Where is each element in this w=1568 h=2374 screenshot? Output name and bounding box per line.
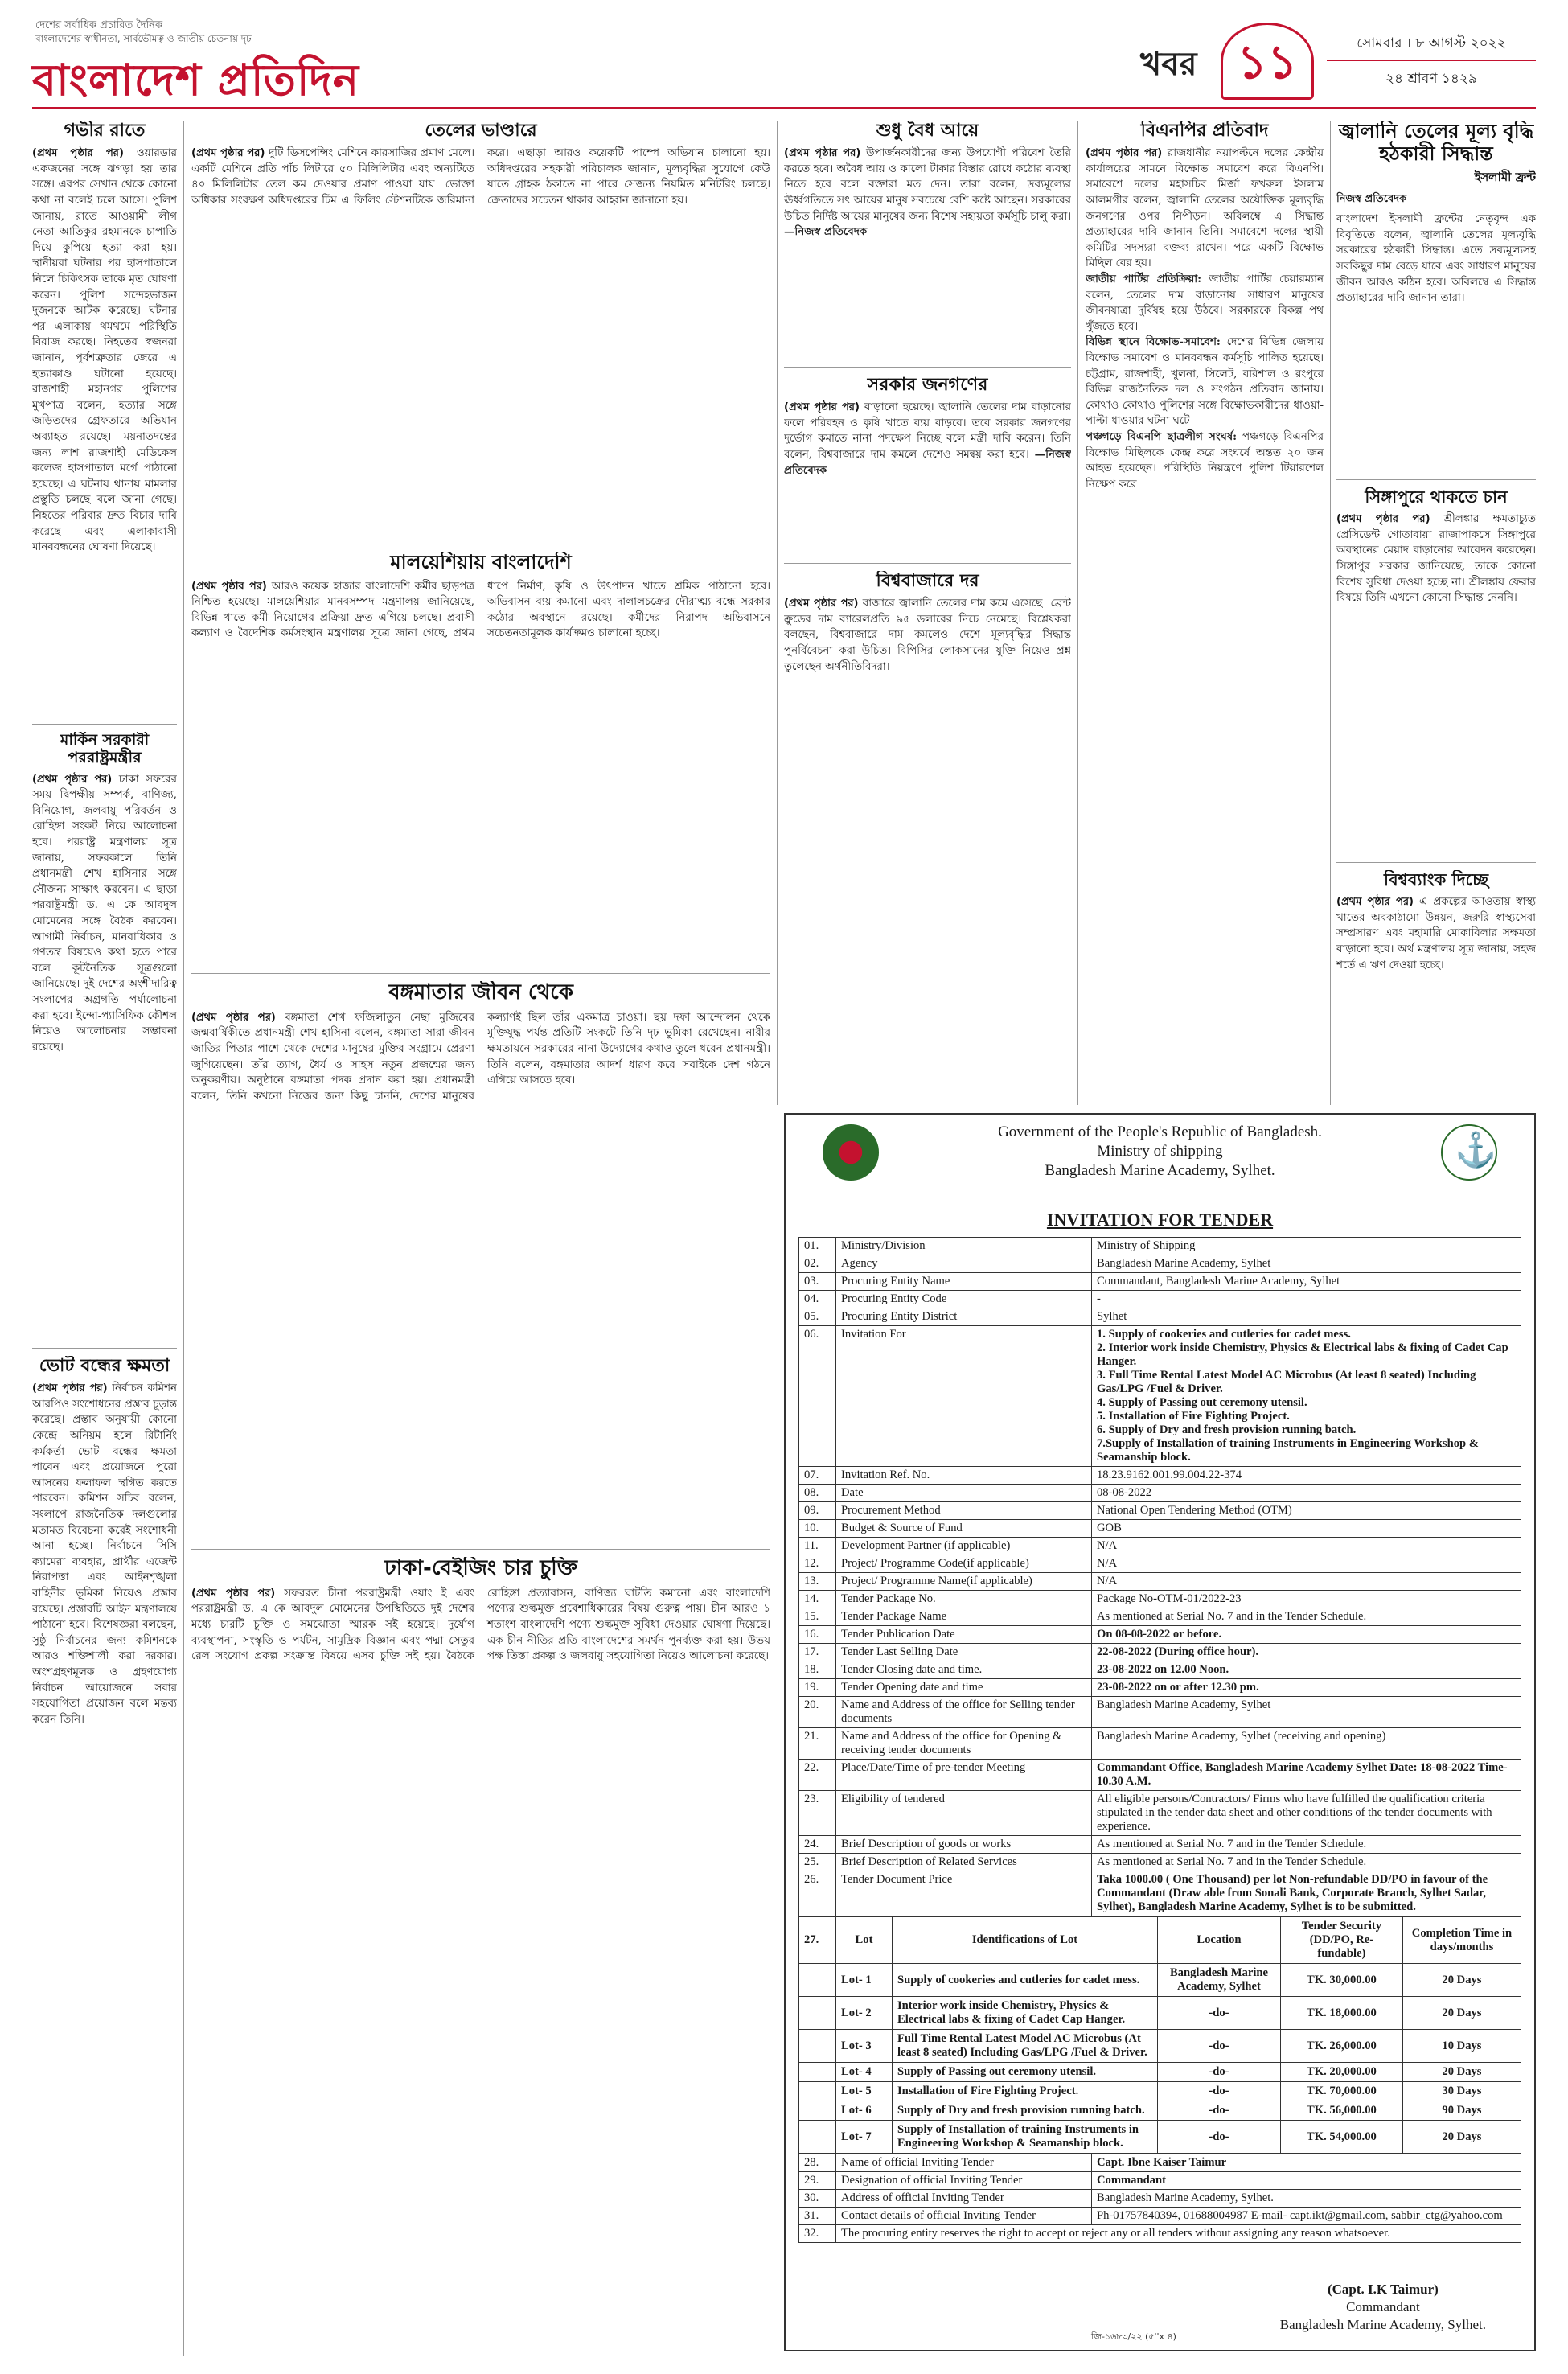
row-value: - xyxy=(1092,1291,1521,1308)
kicker: ইসলামী ফ্রন্ট xyxy=(1474,170,1536,185)
page-number: ১১ xyxy=(1221,23,1314,100)
article-body: শ্রীলঙ্কার ক্ষমতাচ্যুত প্রেসিডেন্ট গোতাবায়া রাজাপাকসে সিঙ্গাপুরে অবস্থানের মেয়াদ বাড়ানোর আবেদন করেছেন। সিঙ্গাপুর সরকার জানিয়েছে, তাকে কোনো বিশেষ সুবিধা দেওয়া হচ্ছে না। শ্রীলঙ্কায় ফেরার বিষয়ে তিনি এখনো কোনো সিদ্ধান্ত নেননি। xyxy=(1336,513,1536,605)
row-number: 02. xyxy=(799,1255,836,1273)
row-number: 09. xyxy=(799,1502,836,1520)
row-number: 18. xyxy=(799,1661,836,1679)
headline: সরকার জনগণের xyxy=(867,375,988,395)
table-row xyxy=(799,1728,1521,1760)
row-label: Development Partner (if applicable) xyxy=(836,1538,1092,1555)
row-label: Tender Last Selling Date xyxy=(836,1644,1092,1661)
column-rule xyxy=(1077,121,1078,1105)
row-value: As mentioned at Serial No. 7 and in the Tender Schedule. xyxy=(1092,1854,1521,1871)
table-row xyxy=(799,1538,1521,1555)
row-label: Procuring Entity Code xyxy=(836,1291,1092,1308)
lot-description: Installation of Fire Fighting Project. xyxy=(893,2082,1158,2101)
lot-completion: 20 Days xyxy=(1402,2121,1521,2154)
article-vote-bondher xyxy=(32,1356,177,2353)
lots-header-row xyxy=(799,1917,1521,1964)
invitation-items xyxy=(1092,1326,1521,1467)
signature-block xyxy=(1280,2281,1486,2334)
article-body: নির্বাচন কমিশন আরপিও সংশোধনের প্রস্তাব চূড়ান্ত করেছে। প্রস্তাব অনুযায়ী কোনো কেন্দ্রে অনিয়ম হলে রিটার্নিং কর্মকর্তা ভোট বন্ধের ক্ষমতা পাবেন এবং প্রয়োজনে পুরো আসনের ফলাফল স্থগিত করতে পারবেন। কমিশন সচিব বলেন, সংলাপে রাজনৈতিক দলগুলোর মতামত বিবেচনা করেই সংশোধনী আনা হচ্ছে। নির্বাচনে সিসি ক্যামেরা ব্যবহার, প্রার্থীর এজেন্ট নিরাপত্তা এবং আইনশৃঙ্খলা বাহিনীর ভূমিকা নিয়েও প্রস্তাব রয়েছে। প্রস্তাবটি আইন মন্ত্রণালয়ে পাঠানো হবে। বিশেষজ্ঞরা বলছেন, সুষ্ঠু নির্বাচনের জন্য কমিশনকে আরও শক্তিশালী করা দরকার। অংশগ্রহণমূলক ও গ্রহণযোগ্য নির্বাচন আয়োজনে সবার সহযোগিতা প্রয়োজন বলে মন্তব্য করেন তিনি। xyxy=(32,1382,177,1726)
row-spacer xyxy=(799,2121,836,2154)
article-body: বাংলাদেশ ইসলামী ফ্রন্টের নেতৃবৃন্দ এক বিবৃতিতে বলেন, জ্বালানি তেলের মূল্যবৃদ্ধি সরকারের হঠকারী সিদ্ধান্ত। এতে দ্রব্যমূল্যসহ সবকিছুর দাম বেড়ে যাবে এবং সাধারণ মানুষের জীবন আরও কঠিন হবে। অবিলম্বে এ সিদ্ধান্ত প্রত্যাহারের দাবি জানান তারা। xyxy=(1336,213,1536,305)
row-label: Agency xyxy=(836,1255,1092,1273)
tender-header xyxy=(798,1123,1521,1203)
column-header: Completion Time in days/months xyxy=(1402,1917,1521,1964)
government-emblem-icon xyxy=(823,1124,879,1181)
continuation-label: (প্রথম পৃষ্ঠার পর) xyxy=(1336,896,1414,909)
row-number: 22. xyxy=(799,1760,836,1791)
article-divider xyxy=(32,1348,177,1349)
brand-subtagline: বাংলাদেশের স্বাধীনতা, সার্বভৌমত্ব ও জাতীয় চেতনায় দৃঢ় xyxy=(35,33,252,44)
headline: বঙ্গমাতার জীবন থেকে xyxy=(388,981,573,1004)
article-bnp xyxy=(1086,121,1324,1105)
lot-completion: 10 Days xyxy=(1402,2030,1521,2063)
table-row xyxy=(799,1573,1521,1591)
article-markin xyxy=(32,732,177,1343)
table-row xyxy=(799,2154,1521,2172)
row-label: Brief Description of goods or works xyxy=(836,1836,1092,1854)
table-row xyxy=(799,1520,1521,1538)
article-singapore xyxy=(1336,487,1536,857)
table-row xyxy=(799,1502,1521,1520)
subhead: জাতীয় পার্টির প্রতিক্রিয়া: xyxy=(1086,273,1202,286)
lot-location: -do- xyxy=(1158,2063,1281,2082)
signatory-org: Bangladesh Marine Academy, Sylhet. xyxy=(1279,2317,1486,2332)
lot-description: Supply of cookeries and cutleries for cadet mess. xyxy=(893,1964,1158,1997)
article-body: জাতীয় পার্টির চেয়ারম্যান বলেন, তেলের দাম বাড়ানোয় সাধারণ মানুষের জীবনযাত্রা দুর্বিষহ হয়ে উঠবে। সরকারকে বিকল্প পথ খুঁজতে হবে। xyxy=(1086,273,1324,333)
lot-row xyxy=(799,2121,1521,2154)
article-body: রাজধানীর নয়াপল্টনে দলের কেন্দ্রীয় কার্যালয়ের সামনে বিক্ষোভ সমাবেশ করে বিএনপি। সমাবেশে দলের মহাসচিব মির্জা ফখরুল ইসলাম আলমগীর বলেন, জ্বালানি তেলের অযৌক্তিক মূল্যবৃদ্ধি জনগণের ওপর নিপীড়ন। অবিলম্বে এ সিদ্ধান্ত প্রত্যাহারের দাবি জানান তিনি। সমাবেশে দলের স্থায়ী কমিটির সদস্যরা বক্তব্য রাখেন। পরে একটি বিক্ষোভ মিছিল বের হয়। xyxy=(1086,147,1324,270)
article-body: এ প্রকল্পের আওতায় স্বাস্থ্য খাতের অবকাঠামো উন্নয়ন, জরুরি স্বাস্থ্যসেবা সম্প্রসারণ এবং মহামারি মোকাবিলার সক্ষমতা বাড়ানো হবে। অর্থ মন্ত্রণালয় সূত্র জানায়, সহজ শর্তে এ ঋণ দেওয়া হচ্ছে। xyxy=(1336,896,1536,971)
row-number: 27. xyxy=(799,1917,836,1964)
lot-location: -do- xyxy=(1158,1997,1281,2030)
date-bangla: ২৪ শ্রাবণ ১৪২৯ xyxy=(1385,71,1478,87)
table-row xyxy=(799,1760,1521,1791)
date-box xyxy=(1327,26,1536,97)
table-row xyxy=(799,1273,1521,1291)
lot-row xyxy=(799,1997,1521,2030)
row-label: Brief Description of Related Services xyxy=(836,1854,1092,1871)
row-label: Tender Document Price xyxy=(836,1871,1092,1916)
lot-security: TK. 18,000.00 xyxy=(1280,1997,1402,2030)
lot-description: Supply of Dry and fresh provision running batch. xyxy=(893,2101,1158,2121)
article-shudhu-boidho xyxy=(784,121,1071,362)
continuation-label: (প্রথম পৃষ্ঠার পর) xyxy=(1086,147,1163,160)
article-body: পঞ্চগড়ে বিএনপির বিক্ষোভ মিছিলকে কেন্দ্র করে সংঘর্ষে অন্তত ২০ জন আহত হয়েছেন। পরিস্থিতি নিয়ন্ত্রণে পুলিশ টিয়ারশেল নিক্ষেপ করে। xyxy=(1086,430,1324,491)
row-value: On 08-08-2022 or before. xyxy=(1092,1626,1521,1644)
article-body: আরও কয়েক হাজার বাংলাদেশি কর্মীর ছাড়পত্র নিশ্চিত হয়েছে। মালয়েশিয়ার মানবসম্পদ মন্ত্রণালয় জানিয়েছে, বিভিন্ন খাতে কর্মী নিয়োগের প্রক্রিয়া দ্রুত এগিয়ে চলছে। প্রবাসী কল্যাণ ও বৈদেশিক কর্মসংস্থান মন্ত্রণালয় সূত্রে জানা গেছে, প্রথম ধাপে নির্মাণ, কৃষি ও উৎপাদন খাতে শ্রমিক পাঠানো হবে। অভিবাসন ব্যয় কমানো এবং দালালচক্রের দৌরাত্ম্য বন্ধে সরকার কঠোর অবস্থানে রয়েছে। কর্মীদের নিরাপদ অভিবাসনে সচেতনতামূলক কার্যক্রমও চালানো হচ্ছে। xyxy=(191,580,770,640)
row-value: Commandant, Bangladesh Marine Academy, Sylhet xyxy=(1092,1273,1521,1291)
article-divider xyxy=(32,724,177,725)
signatory-name: (Capt. I.K Taimur) xyxy=(1327,2282,1439,2297)
headline: সিঙ্গাপুরে থাকতে চান xyxy=(1365,487,1508,507)
article-malaysia xyxy=(191,552,770,970)
lot-row xyxy=(799,2030,1521,2063)
row-number: 24. xyxy=(799,1836,836,1854)
row-value: As mentioned at Serial No. 7 and in the Tender Schedule. xyxy=(1092,1608,1521,1626)
row-number: 13. xyxy=(799,1573,836,1591)
table-row xyxy=(799,2190,1521,2208)
lot-location: Bangladesh Marine Academy, Sylhet xyxy=(1158,1964,1281,1997)
lot-location: -do- xyxy=(1158,2030,1281,2063)
continuation-label: (প্রথম পৃষ্ঠার পর) xyxy=(191,580,267,593)
lot-security: TK. 70,000.00 xyxy=(1280,2082,1402,2101)
row-number: 08. xyxy=(799,1485,836,1502)
masthead xyxy=(32,14,1536,109)
row-number: 05. xyxy=(799,1308,836,1326)
invitation-item: 3. Full Time Rental Latest Model AC Microbus (At least 8 seated) Including Gas/LPG /Fuel & Driver. xyxy=(1097,1369,1476,1395)
lot-completion: 30 Days xyxy=(1402,2082,1521,2101)
lot-number: Lot- 2 xyxy=(836,1997,893,2030)
ad-code: জি-১৬৮৩/২২ (৫''x ৪) xyxy=(1091,2331,1176,2342)
credit: —নিজস্ব প্রতিবেদক xyxy=(784,225,868,239)
article-sarkar-janaganer xyxy=(784,375,1071,536)
lot-security: TK. 20,000.00 xyxy=(1280,2063,1402,2082)
row-number: 23. xyxy=(799,1791,836,1836)
lot-location: -do- xyxy=(1158,2101,1281,2121)
table-row xyxy=(799,1791,1521,1836)
article-divider xyxy=(191,973,770,974)
lot-security: TK. 54,000.00 xyxy=(1280,2121,1402,2154)
row-label: Invitation For xyxy=(836,1326,1092,1467)
column-header: Identifications of Lot xyxy=(893,1917,1158,1964)
row-value: N/A xyxy=(1092,1538,1521,1555)
continuation-label: (প্রথম পৃষ্ঠার পর) xyxy=(32,147,124,160)
table-row xyxy=(799,1644,1521,1661)
continuation-label: (প্রথম পৃষ্ঠার পর) xyxy=(32,1382,108,1395)
table-row xyxy=(799,1238,1521,1255)
row-value: Ph-01757840394, 01688004987 E-mail- capt.ikt@gmail.com, sabbir_ctg@yahoo.com xyxy=(1092,2208,1521,2225)
headline: গভীর রাতে xyxy=(64,121,146,141)
tender-title: INVITATION FOR TENDER xyxy=(1046,1210,1274,1230)
byline: নিজস্ব প্রতিবেদক xyxy=(1336,193,1407,206)
row-value: 23-08-2022 on 12.00 Noon. xyxy=(1092,1661,1521,1679)
row-value: Commandant xyxy=(1092,2172,1521,2190)
article-body: সফররত চীনা পররাষ্ট্রমন্ত্রী ওয়াং ই এবং পররাষ্ট্রমন্ত্রী ড. এ কে আবদুল মোমেনের উপস্থিতিতে দুই দেশের মধ্যে চারটি চুক্তি ও সমঝোতা স্মারক সই হয়েছে। দুর্যোগ ব্যবস্থাপনা, সংস্কৃতি ও পর্যটন, সামুদ্রিক বিজ্ঞান এবং পদ্মা সেতুর রেল সংযোগ প্রকল্প সংক্রান্ত বিষয়ে এসব চুক্তি সই হয়। বৈঠকে রোহিঙ্গা প্রত্যাবাসন, বাণিজ্য ঘাটতি কমানো এবং বাংলাদেশি পণ্যের শুল্কমুক্ত প্রবেশাধিকারের বিষয় গুরুত্ব পায়। চীন আরও ১ শতাংশ বাংলাদেশি পণ্যে শুল্কমুক্ত সুবিধা দেওয়ার ঘোষণা দিয়েছে। এক চীন নীতির প্রতি বাংলাদেশের সমর্থন পুনর্ব্যক্ত করা হয়। উভয় পক্ষ তিস্তা প্রকল্প ও জলবায়ু সহযোগিতা নিয়েও আলোচনা করেছে। xyxy=(191,1587,770,1663)
continuation-label: (প্রথম পৃষ্ঠার পর) xyxy=(1336,513,1430,526)
table-row xyxy=(799,1326,1521,1467)
lot-row xyxy=(799,1964,1521,1997)
row-number: 03. xyxy=(799,1273,836,1291)
headline: ভোট বন্ধের ক্ষমতা xyxy=(39,1356,170,1376)
row-value: 18.23.9162.001.99.004.22-374 xyxy=(1092,1467,1521,1485)
subhead: পঞ্চগড়ে বিএনপি ছাত্রলীগ সংঘর্ষ: xyxy=(1086,429,1238,443)
row-label: Eligibility of tendered xyxy=(836,1791,1092,1836)
row-value: Taka 1000.00 ( One Thousand) per lot Non-refundable DD/PO in favour of the Commandant (Draw able from Sonali Bank, Corporate Branch, Sylhet Sadar, Sylhet), Bangladesh Marine Academy, Sylhet is to be submitted. xyxy=(1092,1871,1521,1916)
row-value: N/A xyxy=(1092,1555,1521,1573)
lot-description: Supply of Passing out ceremony utensil. xyxy=(893,2063,1158,2082)
headline: মালয়েশিয়ায় বাংলাদেশি xyxy=(390,552,572,573)
headline: বিশ্বব্যাংক দিচ্ছে xyxy=(1384,870,1488,889)
row-label: Name and Address of the office for Selling tender documents xyxy=(836,1697,1092,1728)
column-rule xyxy=(1330,121,1331,1105)
table-row xyxy=(799,1661,1521,1679)
row-label: Tender Publication Date xyxy=(836,1626,1092,1644)
column-header: Tender Security (DD/PO, Re-fundable) xyxy=(1280,1917,1402,1964)
continuation-label: (প্রথম পৃষ্ঠার পর) xyxy=(191,147,265,160)
lot-security: TK. 56,000.00 xyxy=(1280,2101,1402,2121)
table-row xyxy=(799,1591,1521,1608)
table-row xyxy=(799,1291,1521,1308)
headline: মার্কিন সরকারী পররাষ্ট্রমন্ত্রীর xyxy=(60,732,150,766)
lot-security: TK. 30,000.00 xyxy=(1280,1964,1402,1997)
lot-number: Lot- 1 xyxy=(836,1964,893,1997)
lot-security: TK. 26,000.00 xyxy=(1280,2030,1402,2063)
invitation-item: 7.Supply of Installation of training Instruments in Engineering Workshop & Seamanship block. xyxy=(1097,1437,1479,1464)
lot-number: Lot- 5 xyxy=(836,2082,893,2101)
section-name: খবর xyxy=(1140,46,1197,83)
table-row xyxy=(799,1467,1521,1485)
row-value: As mentioned at Serial No. 7 and in the Tender Schedule. xyxy=(1092,1836,1521,1854)
article-body: বঙ্গমাতা শেখ ফজিলাতুন নেছা মুজিবের জন্মবার্ষিকীতে প্রধানমন্ত্রী শেখ হাসিনা বলেন, বঙ্গমাতা সারা জীবন জাতির পিতার পাশে থেকে দেশের মানুষের মুক্তির সংগ্রামে প্রেরণা জুগিয়েছেন। তাঁর ত্যাগ, ধৈর্য ও সাহস নতুন প্রজন্মের জন্য অনুকরণীয়। অনুষ্ঠানে বঙ্গমাতা পদক প্রদান করা হয়। প্রধানমন্ত্রী বলেন, তিনি কখনো নিজের জন্য কিছু চাননি, দেশের মানুষের কল্যাণই ছিল তাঁর একমাত্র চাওয়া। ছয় দফা আন্দোলন থেকে মুক্তিযুদ্ধ পর্যন্ত প্রতিটি সংকটে তিনি দৃঢ় ভূমিকা রেখেছেন। নারীর ক্ষমতায়নে সরকারের নানা উদ্যোগের কথাও তুলে ধরেন প্রধানমন্ত্রী। তিনি বলেন, বঙ্গমাতার আদর্শ ধারণ করে সবাইকে দেশ গঠনে এগিয়ে আসতে হবে। xyxy=(191,1011,770,1103)
row-label: Place/Date/Time of pre-tender Meeting xyxy=(836,1760,1092,1791)
row-value: 08-08-2022 xyxy=(1092,1485,1521,1502)
article-body: বাড়ানো হয়েছে। জ্বালানি তেলের দাম বাড়ানোর ফলে পরিবহন ও কৃষি খাতে ব্যয় বাড়বে। তবে সরকার জনগণের দুর্ভোগ কমাতে নানা পদক্ষেপ নিচ্ছে বলে মন্ত্রী দাবি করেন। তিনি বলেন, বিশ্ববাজারে দাম কমলে দেশেও সমন্বয় করা হবে। xyxy=(784,401,1071,462)
row-label: Tender Opening date and time xyxy=(836,1679,1092,1697)
row-value: Commandant Office, Bangladesh Marine Academy Sylhet Date: 18-08-2022 Time- 10.30 A.M. xyxy=(1092,1760,1521,1791)
row-value: Ministry of Shipping xyxy=(1092,1238,1521,1255)
headline: শুধু বৈধ আয়ে xyxy=(876,121,979,141)
subhead: বিভিন্ন স্থানে বিক্ষোভ-সমাবেশ: xyxy=(1086,335,1221,349)
signatory-title: Commandant xyxy=(1346,2299,1420,2314)
row-number: 25. xyxy=(799,1854,836,1871)
row-spacer xyxy=(799,2030,836,2063)
lot-number: Lot- 4 xyxy=(836,2063,893,2082)
credit: —নিজস্ব প্রতিবেদক xyxy=(784,448,1071,477)
table-row xyxy=(799,1854,1521,1871)
tender-header-line: Ministry of shipping xyxy=(1097,1143,1223,1160)
marine-academy-anchor-icon xyxy=(1441,1124,1497,1181)
table-row xyxy=(799,2172,1521,2190)
row-value: 22-08-2022 (During office hour). xyxy=(1092,1644,1521,1661)
article-body: ওয়ারডার একজনের সঙ্গে ঝগড়া হয় তার সঙ্গে। এরপর সেখান থেকে কোনো কথা না বলেই চলে আসে। পুলিশ জানায়, রাতে আওয়ামী লীগ নেতা আতিকুর রহমানকে চাপাতি দিয়ে কুপিয়ে হত্যা করা হয়। স্থানীয়রা ঘটনার পর হাসপাতালে নিলে চিকিৎসক তাকে মৃত ঘোষণা করেন। পুলিশ সন্দেহভাজন দুজনকে আটক করেছে। ঘটনার পর এলাকায় থমথমে পরিস্থিতি বিরাজ করছে। নিহতের স্বজনরা জানান, পূর্বশত্রুতার জেরে এ হত্যাকাণ্ড ঘটানো হয়েছে। রাজশাহী মহানগর পুলিশের মুখপাত্র বলেন, হত্যার সঙ্গে জড়িতদের গ্রেফতারে অভিযান অব্যাহত রয়েছে। ময়নাতদন্তের জন্য লাশ রাজশাহী মেডিকেল কলেজ হাসপাতাল মর্গে পাঠানো হয়েছে। এ ঘটনায় থানায় মামলার প্রস্তুতি চলছে বলে জানা গেছে। নিহতের পরিবার দ্রুত বিচার দাবি করেছে এবং এলাকাবাসী মানববন্ধনের ঘোষণা দিয়েছে। xyxy=(32,147,177,554)
article-divider xyxy=(784,367,1071,368)
row-number: 12. xyxy=(799,1555,836,1573)
invitation-item: 2. Interior work inside Chemistry, Physics & Electrical labs & fixing of Cadet Cap Hanger. xyxy=(1097,1341,1508,1368)
article-divider xyxy=(1336,479,1536,480)
lot-completion: 20 Days xyxy=(1402,1964,1521,1997)
table-row xyxy=(799,1836,1521,1854)
column-header: Lot xyxy=(836,1917,893,1964)
row-number: 26. xyxy=(799,1871,836,1916)
row-number: 20. xyxy=(799,1697,836,1728)
tender-contact-table xyxy=(798,2154,1521,2243)
continuation-label: (প্রথম পৃষ্ঠার পর) xyxy=(784,147,861,160)
headline: তেলের ভাণ্ডারে xyxy=(425,121,537,141)
article-divider xyxy=(191,1549,770,1550)
tender-header-line: Bangladesh Marine Academy, Sylhet. xyxy=(1045,1162,1275,1179)
column-rule xyxy=(183,121,184,2356)
table-row xyxy=(799,1255,1521,1273)
continuation-label: (প্রথম পৃষ্ঠার পর) xyxy=(32,773,113,786)
article-dhaka-beijing xyxy=(191,1557,770,2353)
row-spacer xyxy=(799,2063,836,2082)
table-row xyxy=(799,2225,1521,2243)
row-label: Project/ Programme Code(if applicable) xyxy=(836,1555,1092,1573)
lot-number: Lot- 6 xyxy=(836,2101,893,2121)
article-body: উপার্জনকারীদের জন্য উপযোগী পরিবেশ তৈরি করতে হবে। অবৈধ আয় ও কালো টাকার বিস্তার রোধে কঠোর ব্যবস্থা নিতে হবে বলে বক্তারা মত দেন। তারা বলেন, দ্রব্যমূল্যের ঊর্ধ্বগতিতে সৎ আয়ের মানুষ সবচেয়ে বেশি কষ্টে আছেন। সরকারের উচিত নির্দিষ্ট আয়ের মানুষের জন্য বিশেষ সহায়তা কর্মসূচি চালু করা। xyxy=(784,147,1071,223)
row-number: 07. xyxy=(799,1467,836,1485)
article-bishwabazare xyxy=(784,571,1071,1105)
row-value: Capt. Ibne Kaiser Taimur xyxy=(1092,2154,1521,2172)
row-label: Project/ Programme Name(if applicable) xyxy=(836,1573,1092,1591)
row-label: Ministry/Division xyxy=(836,1238,1092,1255)
headline: জ্বালানি তেলের মূল্য বৃদ্ধি হঠকারী সিদ্ধান্ত xyxy=(1338,121,1534,165)
table-row xyxy=(799,1308,1521,1326)
lot-description: Interior work inside Chemistry, Physics & Electrical labs & fixing of Cadet Cap Hanger. xyxy=(893,1997,1158,2030)
row-spacer xyxy=(799,2082,836,2101)
row-value: Bangladesh Marine Academy, Sylhet (receiving and opening) xyxy=(1092,1728,1521,1760)
row-number: 32. xyxy=(799,2225,836,2243)
lot-row xyxy=(799,2082,1521,2101)
row-spacer xyxy=(799,1997,836,2030)
article-body: দুটি ডিসপেন্সিং মেশিনে কারসাজির প্রমাণ মেলে। একটি মেশিনে প্রতি পাঁচ লিটারে ৫০ মিলিলিটার এবং অন্যটিতে ৪০ মিলিলিটার তেল কম দেওয়ার প্রমাণ পাওয়া যায়। ভোক্তা অধিকার সংরক্ষণ অধিদপ্তরের টিম এ ফিলিং স্টেশনটিকে জরিমানা করে। এছাড়া আরও কয়েকটি পাম্পে অভিযান চালানো হয়। অধিদপ্তরের সহকারী পরিচালক জানান, মূল্যবৃদ্ধির সুযোগে কেউ যাতে গ্রাহক ঠকাতে না পারে সেজন্য নিয়মিত মনিটরিং চলছে। ক্রেতাদের সচেতন থাকার আহ্বান জানানো হয়। xyxy=(191,147,770,207)
row-label: Procuring Entity District xyxy=(836,1308,1092,1326)
lot-completion: 20 Days xyxy=(1402,2063,1521,2082)
article-jalani xyxy=(1336,121,1536,474)
table-row xyxy=(799,1626,1521,1644)
row-label: Date xyxy=(836,1485,1092,1502)
newspaper-logo xyxy=(32,18,386,105)
row-value: GOB xyxy=(1092,1520,1521,1538)
row-value: Bangladesh Marine Academy, Sylhet. xyxy=(1092,2190,1521,2208)
row-label: Tender Closing date and time. xyxy=(836,1661,1092,1679)
table-row xyxy=(799,1679,1521,1697)
tender-lots-table xyxy=(798,1916,1521,2154)
lot-row xyxy=(799,2101,1521,2121)
table-row xyxy=(799,1608,1521,1626)
lot-description: Full Time Rental Latest Model AC Microbus (At least 8 seated) Including Gas/LPG /Fuel & Driver. xyxy=(893,2030,1158,2063)
article-bangamata xyxy=(191,981,770,1544)
row-value: National Open Tendering Method (OTM) xyxy=(1092,1502,1521,1520)
table-row xyxy=(799,1555,1521,1573)
tender-footnote: The procuring entity reserves the right to accept or reject any or all tenders without assigning any reason whatsoever. xyxy=(836,2225,1521,2243)
lot-number: Lot- 7 xyxy=(836,2121,893,2154)
tender-info-table xyxy=(798,1237,1521,1916)
headline: বিশ্ববাজারে দর xyxy=(876,571,979,591)
date-gregorian: সোমবার । ৮ আগস্ট ২০২২ xyxy=(1327,26,1536,61)
row-number: 16. xyxy=(799,1626,836,1644)
table-row xyxy=(799,1485,1521,1502)
row-number: 14. xyxy=(799,1591,836,1608)
row-number: 30. xyxy=(799,2190,836,2208)
row-label: Invitation Ref. No. xyxy=(836,1467,1092,1485)
lot-completion: 20 Days xyxy=(1402,1997,1521,2030)
row-number: 10. xyxy=(799,1520,836,1538)
article-divider xyxy=(784,563,1071,564)
headline: বিএনপির প্রতিবাদ xyxy=(1140,121,1269,141)
brand-tagline: দেশের সর্বাধিক প্রচারিত দৈনিক xyxy=(35,19,163,31)
column-rule xyxy=(777,121,778,1105)
row-value: All eligible persons/Contractors/ Firms who have fulfilled the qualification criteria stipulated in the tender data sheet and other conditions of the tender documents with experience. xyxy=(1092,1791,1521,1836)
row-number: 28. xyxy=(799,2154,836,2172)
continuation-label: (প্রথম পৃষ্ঠার পর) xyxy=(784,401,860,414)
row-spacer xyxy=(799,2101,836,2121)
row-value: Sylhet xyxy=(1092,1308,1521,1326)
row-number: 31. xyxy=(799,2208,836,2225)
row-label: Budget & Source of Fund xyxy=(836,1520,1092,1538)
row-number: 15. xyxy=(799,1608,836,1626)
table-row xyxy=(799,1697,1521,1728)
row-label: Designation of official Inviting Tender xyxy=(836,2172,1092,2190)
article-body: দেশের বিভিন্ন জেলায় বিক্ষোভ সমাবেশ ও মানববন্ধন কর্মসূচি পালিত হয়েছে। চট্টগ্রাম, রাজশাহী, খুলনা, সিলেট, বরিশাল ও রংপুরে বিভিন্ন রাজনৈতিক দল ও সংগঠন প্রতিবাদ জানায়। কোথাও কোথাও পুলিশের সঙ্গে বিক্ষোভকারীদের ধাওয়া-পাল্টা ধাওয়ার ঘটনা ঘটে। xyxy=(1086,336,1324,428)
row-label: Name of official Inviting Tender xyxy=(836,2154,1092,2172)
column-header: Location xyxy=(1158,1917,1281,1964)
invitation-item: 4. Supply of Passing out ceremony utensil. xyxy=(1097,1396,1307,1409)
brand-name: বাংলাদেশ প্রতিদিন xyxy=(32,55,359,105)
continuation-label: (প্রথম পৃষ্ঠার পর) xyxy=(191,1011,276,1024)
row-label: Procurement Method xyxy=(836,1502,1092,1520)
continuation-label: (প্রথম পৃষ্ঠার পর) xyxy=(191,1587,276,1600)
row-value: 23-08-2022 on or after 12.30 pm. xyxy=(1092,1679,1521,1697)
article-body: বাজারে জ্বালানি তেলের দাম কমে এসেছে। ব্রেন্ট ক্রুডের দাম ব্যারেলপ্রতি ৯৫ ডলারের নিচে নেমেছে। বিশ্লেষকরা বলছেন, বিশ্ববাজারে দাম কমলেও দেশে মূল্যবৃদ্ধির সিদ্ধান্ত পুনর্বিবেচনা করা উচিত। বিপিসির লোকসানের যুক্তি নিয়েও প্রশ্ন তুলেছেন অর্থনীতিবিদরা। xyxy=(784,598,1071,673)
row-value: Bangladesh Marine Academy, Sylhet xyxy=(1092,1697,1521,1728)
row-number: 04. xyxy=(799,1291,836,1308)
row-number: 01. xyxy=(799,1238,836,1255)
table-row xyxy=(799,2208,1521,2225)
table-row xyxy=(799,1871,1521,1916)
row-number: 06. xyxy=(799,1326,836,1467)
row-label: Tender Package Name xyxy=(836,1608,1092,1626)
row-value: N/A xyxy=(1092,1573,1521,1591)
row-label: Tender Package No. xyxy=(836,1591,1092,1608)
row-label: Address of official Inviting Tender xyxy=(836,2190,1092,2208)
headline: ঢাকা-বেইজিং চার চুক্তি xyxy=(384,1557,577,1580)
article-divider xyxy=(1336,862,1536,863)
row-value: Bangladesh Marine Academy, Sylhet xyxy=(1092,1255,1521,1273)
row-spacer xyxy=(799,1964,836,1997)
row-value: Package No-OTM-01/2022-23 xyxy=(1092,1591,1521,1608)
lot-row xyxy=(799,2063,1521,2082)
row-number: 29. xyxy=(799,2172,836,2190)
article-gabhir-rate xyxy=(32,121,177,720)
lot-completion: 90 Days xyxy=(1402,2101,1521,2121)
lot-number: Lot- 3 xyxy=(836,2030,893,2063)
article-body: ঢাকা সফরের সময় দ্বিপক্ষীয় সম্পর্ক, বাণিজ্য, বিনিয়োগ, জলবায়ু পরিবর্তন ও রোহিঙ্গা সংকট নিয়ে আলোচনা হবে। পররাষ্ট্র মন্ত্রণালয় সূত্র জানায়, সফরকালে তিনি প্রধানমন্ত্রী শেখ হাসিনার সঙ্গে সৌজন্য সাক্ষাৎ করবেন। এ ছাড়া পররাষ্ট্রমন্ত্রী ড. এ কে আবদুল মোমেনের সঙ্গে বৈঠক করবেন। আগামী নির্বাচন, মানবাধিকার ও গণতন্ত্র বিষয়েও কথা হতে পারে বলে কূটনৈতিক সূত্রগুলো জানিয়েছে। দুই দেশের অংশীদারিত্ব সংলাপের অগ্রগতি পর্যালোচনা করা হবে। ইন্দো-প্যাসিফিক কৌশল নিয়েও আলোচনার সম্ভাবনা রয়েছে। xyxy=(32,773,177,1054)
row-number: 11. xyxy=(799,1538,836,1555)
invitation-item: 5. Installation of Fire Fighting Project. xyxy=(1097,1410,1290,1423)
row-label: Procuring Entity Name xyxy=(836,1273,1092,1291)
tender-header-line: Government of the People's Republic of Bangladesh. xyxy=(998,1123,1322,1140)
invitation-item: 6. Supply of Dry and fresh provision running batch. xyxy=(1097,1423,1357,1436)
lot-location: -do- xyxy=(1158,2121,1281,2154)
lot-location: -do- xyxy=(1158,2082,1281,2101)
continuation-label: (প্রথম পৃষ্ঠার পর) xyxy=(784,598,859,610)
row-number: 17. xyxy=(799,1644,836,1661)
row-label: Name and Address of the office for Opening & receiving tender documents xyxy=(836,1728,1092,1760)
lot-description: Supply of Installation of training Instruments in Engineering Workshop & Seamanship block. xyxy=(893,2121,1158,2154)
article-teler xyxy=(191,121,770,539)
row-number: 19. xyxy=(799,1679,836,1697)
invitation-item: 1. Supply of cookeries and cutleries for cadet mess. xyxy=(1097,1328,1351,1341)
tender-notice xyxy=(784,1113,1536,2351)
row-label: Contact details of official Inviting Tender xyxy=(836,2208,1092,2225)
article-bishwabank xyxy=(1336,870,1536,1105)
row-number: 21. xyxy=(799,1728,836,1760)
